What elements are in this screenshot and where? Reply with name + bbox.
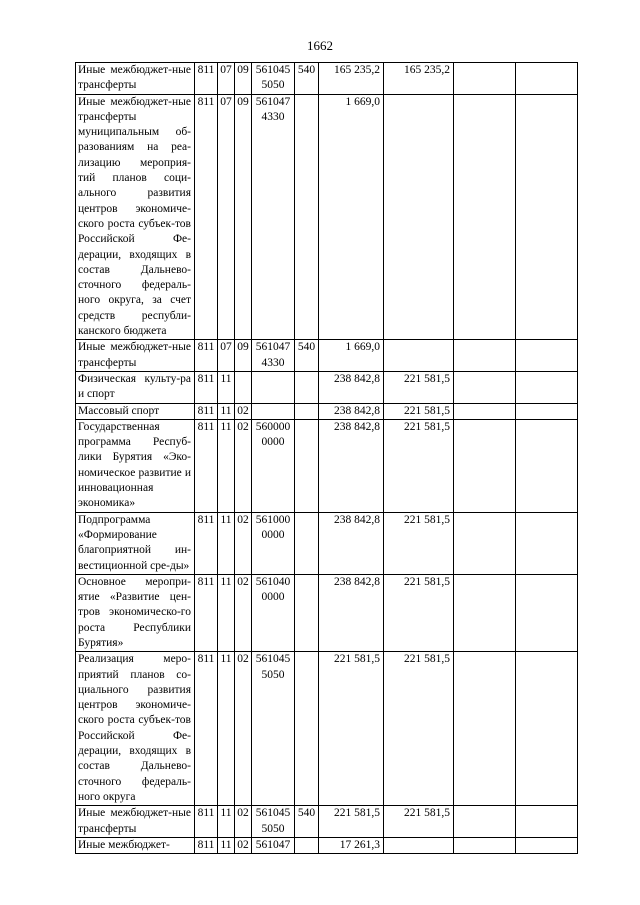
ministry-code: 811 xyxy=(195,652,218,806)
amount-4 xyxy=(516,94,578,340)
amount-3 xyxy=(454,574,516,651)
amount-3 xyxy=(454,94,516,340)
expense-type-code: 540 xyxy=(295,806,319,838)
target-article-code xyxy=(252,371,295,403)
ministry-code: 811 xyxy=(195,340,218,372)
ministry-code: 811 xyxy=(195,419,218,512)
amount-1: 17 261,3 xyxy=(319,837,384,853)
subsection-code: 09 xyxy=(235,63,252,95)
expense-type-code: 540 xyxy=(295,63,319,95)
table-row xyxy=(76,512,578,574)
row-name: Подпрограмма «Формирование благоприятной ин-вестиционной сре-ды» xyxy=(76,512,195,574)
amount-4 xyxy=(516,403,578,419)
target-article-code-text: 561040 0000 xyxy=(255,575,291,604)
target-article-code-text: 561047 4330 xyxy=(255,341,291,369)
amount-2: 221 581,5 xyxy=(384,419,454,512)
ministry-code: 811 xyxy=(195,574,218,651)
table-row xyxy=(76,652,578,806)
ministry-code: 811 xyxy=(195,403,218,419)
table-row xyxy=(76,837,578,853)
amount-3 xyxy=(454,806,516,838)
row-name: Иные межбюджет-ные трансферты муниципальным об-разованиям на реа-лизацию мероприя-тий планов соци-ального развития центров экономиче-ского роста субъек-тов Российской Фе-дерации, входящих в состав Дальнево-сточного федераль-ного округа, за счет средств республи-канского бюджета xyxy=(76,94,195,340)
row-name: Иные межбюджет-ные трансферты xyxy=(76,63,195,95)
amount-2 xyxy=(384,94,454,340)
table-row xyxy=(76,63,578,95)
amount-1: 238 842,8 xyxy=(319,419,384,512)
subsection-code: 02 xyxy=(235,806,252,838)
amount-4 xyxy=(516,837,578,853)
ministry-code: 811 xyxy=(195,512,218,574)
amount-2: 221 581,5 xyxy=(384,652,454,806)
amount-4 xyxy=(516,512,578,574)
amount-2 xyxy=(384,837,454,853)
table-row xyxy=(76,94,578,340)
amount-1: 238 842,8 xyxy=(319,371,384,403)
target-article-code xyxy=(252,340,295,372)
amount-3 xyxy=(454,512,516,574)
expense-type-code xyxy=(295,574,319,651)
target-article-code-text: 561045 5050 xyxy=(255,653,291,681)
target-article-code xyxy=(252,63,295,95)
amount-3 xyxy=(454,63,516,95)
row-name: Физическая культу-ра и спорт xyxy=(76,371,195,403)
amount-1: 221 581,5 xyxy=(319,806,384,838)
table-row xyxy=(76,371,578,403)
amount-4 xyxy=(516,652,578,806)
subsection-code xyxy=(235,371,252,403)
section-code: 11 xyxy=(218,403,235,419)
target-article-code-text: 561045 5050 xyxy=(255,64,291,92)
target-article-code xyxy=(252,512,295,574)
section-code: 11 xyxy=(218,574,235,651)
amount-3 xyxy=(454,403,516,419)
amount-4 xyxy=(516,574,578,651)
target-article-code-text: 560000 0000 xyxy=(255,420,291,449)
amount-3 xyxy=(454,837,516,853)
subsection-code: 09 xyxy=(235,94,252,340)
target-article-code xyxy=(252,94,295,340)
table-row xyxy=(76,574,578,651)
row-name: Государственная программа Респуб-лики Бурятия «Эко-номическое развитие и инновационная экономика» xyxy=(76,419,195,512)
section-code: 11 xyxy=(218,419,235,512)
target-article-code xyxy=(252,574,295,651)
section-code: 11 xyxy=(218,512,235,574)
section-code: 11 xyxy=(218,806,235,838)
target-article-code xyxy=(252,652,295,806)
subsection-code: 02 xyxy=(235,512,252,574)
expense-type-code xyxy=(295,652,319,806)
ministry-code: 811 xyxy=(195,94,218,340)
target-article-code xyxy=(252,837,295,853)
amount-4 xyxy=(516,806,578,838)
amount-3 xyxy=(454,340,516,372)
amount-1: 238 842,8 xyxy=(319,512,384,574)
budget-table xyxy=(75,62,578,854)
expense-type-code xyxy=(295,419,319,512)
amount-3 xyxy=(454,652,516,806)
amount-2: 165 235,2 xyxy=(384,63,454,95)
row-name: Иные межбюджет-ные трансферты xyxy=(76,806,195,838)
amount-3 xyxy=(454,419,516,512)
target-article-code xyxy=(252,806,295,838)
row-name: Иные межбюджет- xyxy=(76,837,195,853)
section-code: 07 xyxy=(218,340,235,372)
amount-2 xyxy=(384,340,454,372)
amount-4 xyxy=(516,419,578,512)
amount-2: 221 581,5 xyxy=(384,371,454,403)
page-number: 1662 xyxy=(307,38,333,53)
amount-1: 221 581,5 xyxy=(319,652,384,806)
table-row xyxy=(76,419,578,512)
subsection-code: 02 xyxy=(235,837,252,853)
row-name: Основное меропри-ятие «Развитие цен-тров экономическо-го роста Республики Бурятия» xyxy=(76,574,195,651)
ministry-code: 811 xyxy=(195,806,218,838)
table-row xyxy=(76,403,578,419)
section-code: 11 xyxy=(218,371,235,403)
subsection-code: 02 xyxy=(235,574,252,651)
expense-type-code xyxy=(295,371,319,403)
amount-4 xyxy=(516,63,578,95)
amount-3 xyxy=(454,371,516,403)
row-name: Иные межбюджет-ные трансферты xyxy=(76,340,195,372)
ministry-code: 811 xyxy=(195,371,218,403)
expense-type-code: 540 xyxy=(295,340,319,372)
amount-4 xyxy=(516,340,578,372)
subsection-code: 09 xyxy=(235,340,252,372)
section-code: 07 xyxy=(218,63,235,95)
section-code: 11 xyxy=(218,837,235,853)
expense-type-code xyxy=(295,512,319,574)
expense-type-code xyxy=(295,837,319,853)
amount-2: 221 581,5 xyxy=(384,806,454,838)
subsection-code: 02 xyxy=(235,403,252,419)
table-row xyxy=(76,340,578,372)
ministry-code: 811 xyxy=(195,63,218,95)
subsection-code: 02 xyxy=(235,652,252,806)
expense-type-code xyxy=(295,403,319,419)
amount-1: 238 842,8 xyxy=(319,574,384,651)
row-name: Массовый спорт xyxy=(76,403,195,419)
row-name: Реализация меро-приятий планов со-циального развития центров экономиче-ского роста субъек-тов Российской Фе-дерации, входящих в состав Дальнево-сточного федераль-ного округа xyxy=(76,652,195,806)
amount-1: 1 669,0 xyxy=(319,340,384,372)
target-article-code-text: 561047 xyxy=(255,838,291,851)
amount-1: 165 235,2 xyxy=(319,63,384,95)
subsection-code: 02 xyxy=(235,419,252,512)
target-article-code-text: 561047 4330 xyxy=(255,95,291,123)
ministry-code: 811 xyxy=(195,837,218,853)
section-code: 11 xyxy=(218,652,235,806)
amount-2: 221 581,5 xyxy=(384,403,454,419)
section-code: 07 xyxy=(218,94,235,340)
expense-type-code xyxy=(295,94,319,340)
amount-2: 221 581,5 xyxy=(384,574,454,651)
table-row xyxy=(76,806,578,838)
target-article-code-text: 561000 0000 xyxy=(255,513,291,541)
target-article-code xyxy=(252,419,295,512)
target-article-code-text: 561045 5050 xyxy=(255,807,291,835)
amount-4 xyxy=(516,371,578,403)
amount-1: 1 669,0 xyxy=(319,94,384,340)
amount-2: 221 581,5 xyxy=(384,512,454,574)
target-article-code xyxy=(252,403,295,419)
amount-1: 238 842,8 xyxy=(319,403,384,419)
table-body xyxy=(76,63,578,854)
